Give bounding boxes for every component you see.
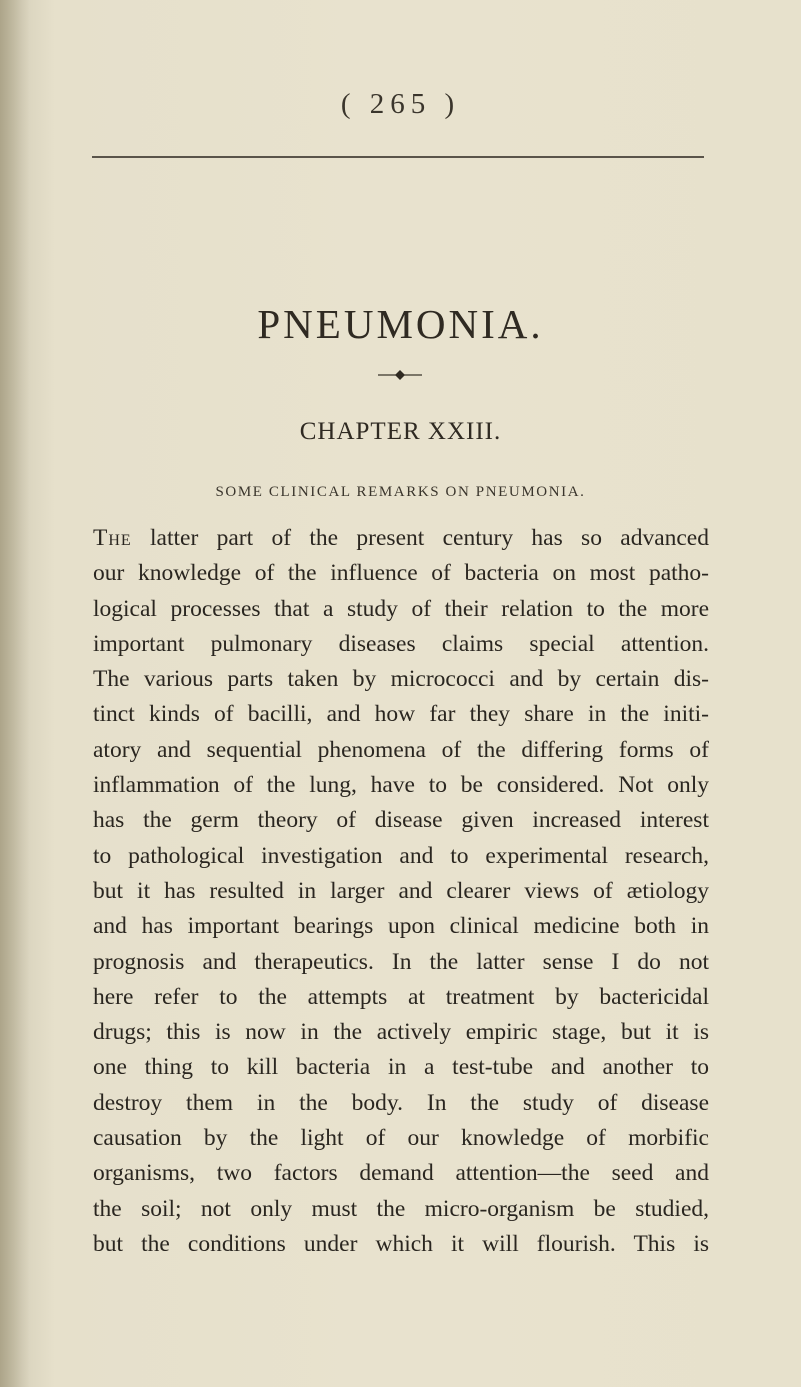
diamond-rule-ornament-icon: [378, 368, 422, 382]
gutter-shadow: [0, 0, 30, 1387]
text-line: logical processes that a study of their relation to the more: [93, 595, 709, 622]
text-line: causation by the light of our knowledge of morbific: [93, 1125, 709, 1152]
text-line: organisms, two factors demand attention—the seed and: [93, 1160, 709, 1187]
text-line: here refer to the attempts at treatment by bactericidal: [93, 983, 709, 1010]
text-line: destroy them in the body. In the study of disease: [93, 1089, 709, 1116]
text-line: but it has resulted in larger and clearer views of ætiology: [93, 877, 709, 904]
text-line: inflammation of the lung, have to be considered. Not only: [93, 772, 709, 799]
text-line: to pathological investigation and to experimental research,: [93, 842, 709, 869]
header-rule: [92, 156, 704, 158]
lead-word: The: [93, 525, 132, 551]
text-line: our knowledge of the influence of bacteria on most patho-: [93, 560, 709, 587]
text-line: The latter part of the present century has so advanced: [93, 525, 709, 551]
text-line: atory and sequential phenomena of the differing forms of: [93, 736, 709, 763]
text-line: important pulmonary diseases claims special attention.: [93, 630, 709, 657]
text-line: the soil; not only must the micro-organism be studied,: [93, 1195, 709, 1222]
chapter-heading: CHAPTER XXIII.: [299, 418, 502, 445]
chapter-subtitle: SOME CLINICAL REMARKS ON PNEUMONIA.: [215, 484, 586, 500]
text-line: one thing to kill bacteria in a test-tube and another to: [93, 1054, 709, 1081]
text-line: has the germ theory of disease given increased interest: [93, 807, 709, 834]
text-line: but the conditions under which it will flourish. This is: [93, 1230, 709, 1257]
text-line: drugs; this is now in the actively empiric stage, but it is: [93, 1019, 709, 1046]
page-number: ( 265 ): [340, 88, 461, 120]
text-line: and has important bearings upon clinical medicine both in: [93, 913, 709, 940]
body-paragraph: [93, 521, 709, 1262]
text-line: The various parts taken by micrococci and by certain dis-: [93, 666, 709, 693]
text-line: tinct kinds of bacilli, and how far they share in the initi-: [93, 701, 709, 728]
text-line: prognosis and therapeutics. In the latter sense I do not: [93, 948, 709, 975]
page-title: PNEUMONIA.: [257, 301, 544, 347]
